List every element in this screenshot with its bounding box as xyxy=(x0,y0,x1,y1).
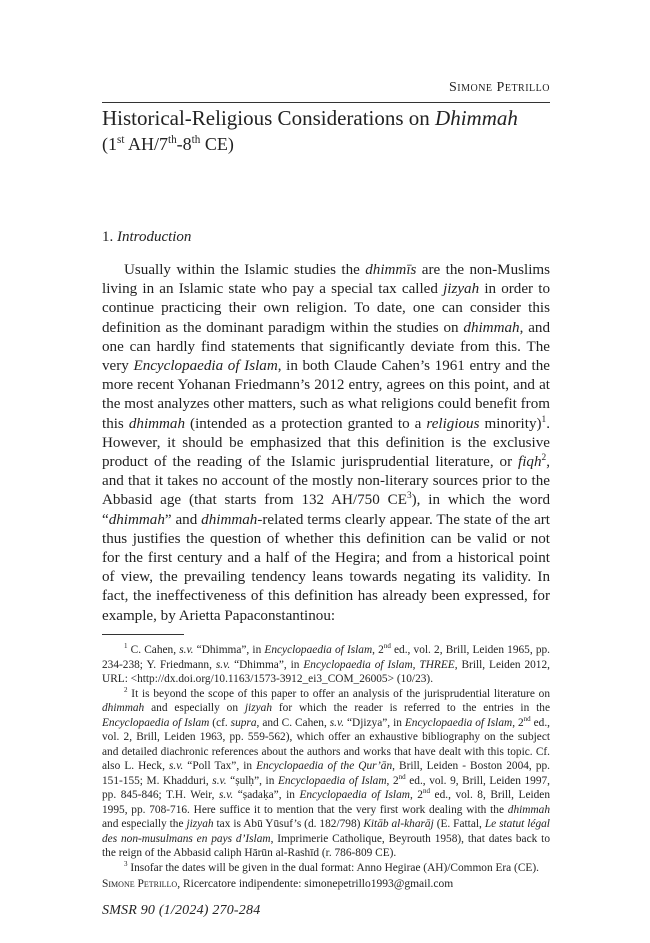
footnote-1: $^1$ C. Cahen, s.v. “Dhimma”, in Encyclopaedia of Islam, 2nd ed., vol. 2, Brill, Leiden 1965, pp. 234-238; Y. Friedmann, s.v. “Dhimma”, in Encyclopaedia of Islam, THREE, Brill, Leiden 2012, URL: <http://dx.doi.org/10.1163/1573-3912_ei3_COM_26005> (10/23). xyxy=(102,642,551,685)
title-text: Historical-Religious Considerations on xyxy=(102,106,436,130)
article-title xyxy=(102,106,562,131)
section-title: Introduction xyxy=(117,229,192,245)
body-paragraph: Usually within the Islamic studies the dhimmīs are the non-Muslims living in an Islamic state who pay a special tax called jizyah in order to continue practicing their own religion. To date, one can consider this definition as the dominant paradigm within the studies on dhimmah, and one can hardly find statements that significantly deviate from this. The very Encyclopaedia of Islam, in both Claude Cahen’s 1961 entry and the more recent Yohanan Friedmann’s 2012 entry, agrees on this point, and at the most analyzes other matters, such as what religions could benefit from this dhimmah (intended as a protection granted to a religious minority)$^1$. However, it should be emphasized that this definition is the exclusive product of the reading of the Islamic jurisprudential literature, or fiqh$^2$, and that it takes no account of the mostly non-literary sources prior to the Abbasid age (that starts from 132 AH/750 $CE^3$), in which the word “dhimmah” and dhimmah-related terms clearly appear. The state of the art thus justifies the question of whether this definition can be valid or not for the first century and a half of the Hegira; and from a historical point of view, the prevailing tendency leans towards negating its validity. In fact, the ineffectiveness of this definition has already been expressed, for example, by Arietta Papaconstantinou: xyxy=(102,262,551,624)
article-subtitle xyxy=(102,133,562,155)
section-number: 1. xyxy=(102,229,117,245)
subtitle-sup: th xyxy=(191,134,201,146)
footnotes xyxy=(102,643,550,875)
footnote-ref-1[interactable]: 1 xyxy=(541,414,547,425)
footnote-3: $^3$ Insofar the dates will be given in the dual format: Anno Hegirae (AH)/Common Era (CE). xyxy=(124,859,539,874)
author-details: , Ricercatore indipendente: simonepetrillo1993@gmail.com xyxy=(177,878,454,890)
subtitle-text: CE) xyxy=(200,134,234,154)
footnote-2: $^2$ It is beyond the scope of this paper to offer an analysis of the jurisprudential literature on dhimmah and especially on jizyah for which the reader is referred to the entries in the Encyclopaedia of Islam (cf. supra, and C. Cahen, s.v. “Djizya”, in Encyclopaedia of Islam, 2nd ed., vol. 2, Brill, Leiden 1963, pp. 559-562), which offer an exhaustive bibliography on the subject and detailed diachronic references about the authors and works that have dealt with this topic. Cf. also L. Heck, s.v. “Poll Tax”, in Encyclopaedia of the Qur’ān, Brill, Leiden - Boston 2004, pp. 151-155; M. Khadduri, s.v. “ṣulḥ”, in Encyclopaedia of Islam, 2nd ed., vol. 9, Brill, Leiden 1997, pp. 845-846; T.H. Weir, s.v. “ṣadaḳa”, in Encyclopaedia of Islam, 2nd ed., vol. 8, Brill, Leiden 1995, pp. 708-716. Here suffice it to mention that the very first work dealing with the dhimmah and especially the jizyah tax is Abū Yūsuf’s (d. 182/798) Kitāb al-kharāj (E. Fattal, Le statut légal des non-musulmans en pays d’Islam, Imprimerie Catholique, Beyrouth 1958), that dates back to the reign of the Abbasid caliph Hārūn al-Rashīd (r. 786-809 CE). xyxy=(102,685,551,859)
title-italic: Dhimmah xyxy=(435,106,518,130)
footnote-ref-2[interactable]: 2 xyxy=(541,453,547,463)
subtitle-sup: th xyxy=(167,134,177,146)
section-heading xyxy=(102,229,191,246)
journal-citation: SMSR 90 (1/2024) 270-284 xyxy=(102,903,261,918)
running-head: Simone Petrillo xyxy=(448,80,550,95)
footnote-rule xyxy=(102,634,184,635)
subtitle-text: AH/7 xyxy=(124,134,168,154)
header-rule xyxy=(102,102,550,103)
subtitle-text: -8 xyxy=(176,134,192,154)
body-text xyxy=(102,261,550,626)
footnote-ref-3[interactable]: 3 xyxy=(406,491,412,502)
subtitle-sup: st xyxy=(117,134,125,146)
author-name: Simone Petrillo xyxy=(102,878,178,890)
author-affiliation xyxy=(102,878,453,890)
subtitle-text: (1 xyxy=(102,134,117,154)
